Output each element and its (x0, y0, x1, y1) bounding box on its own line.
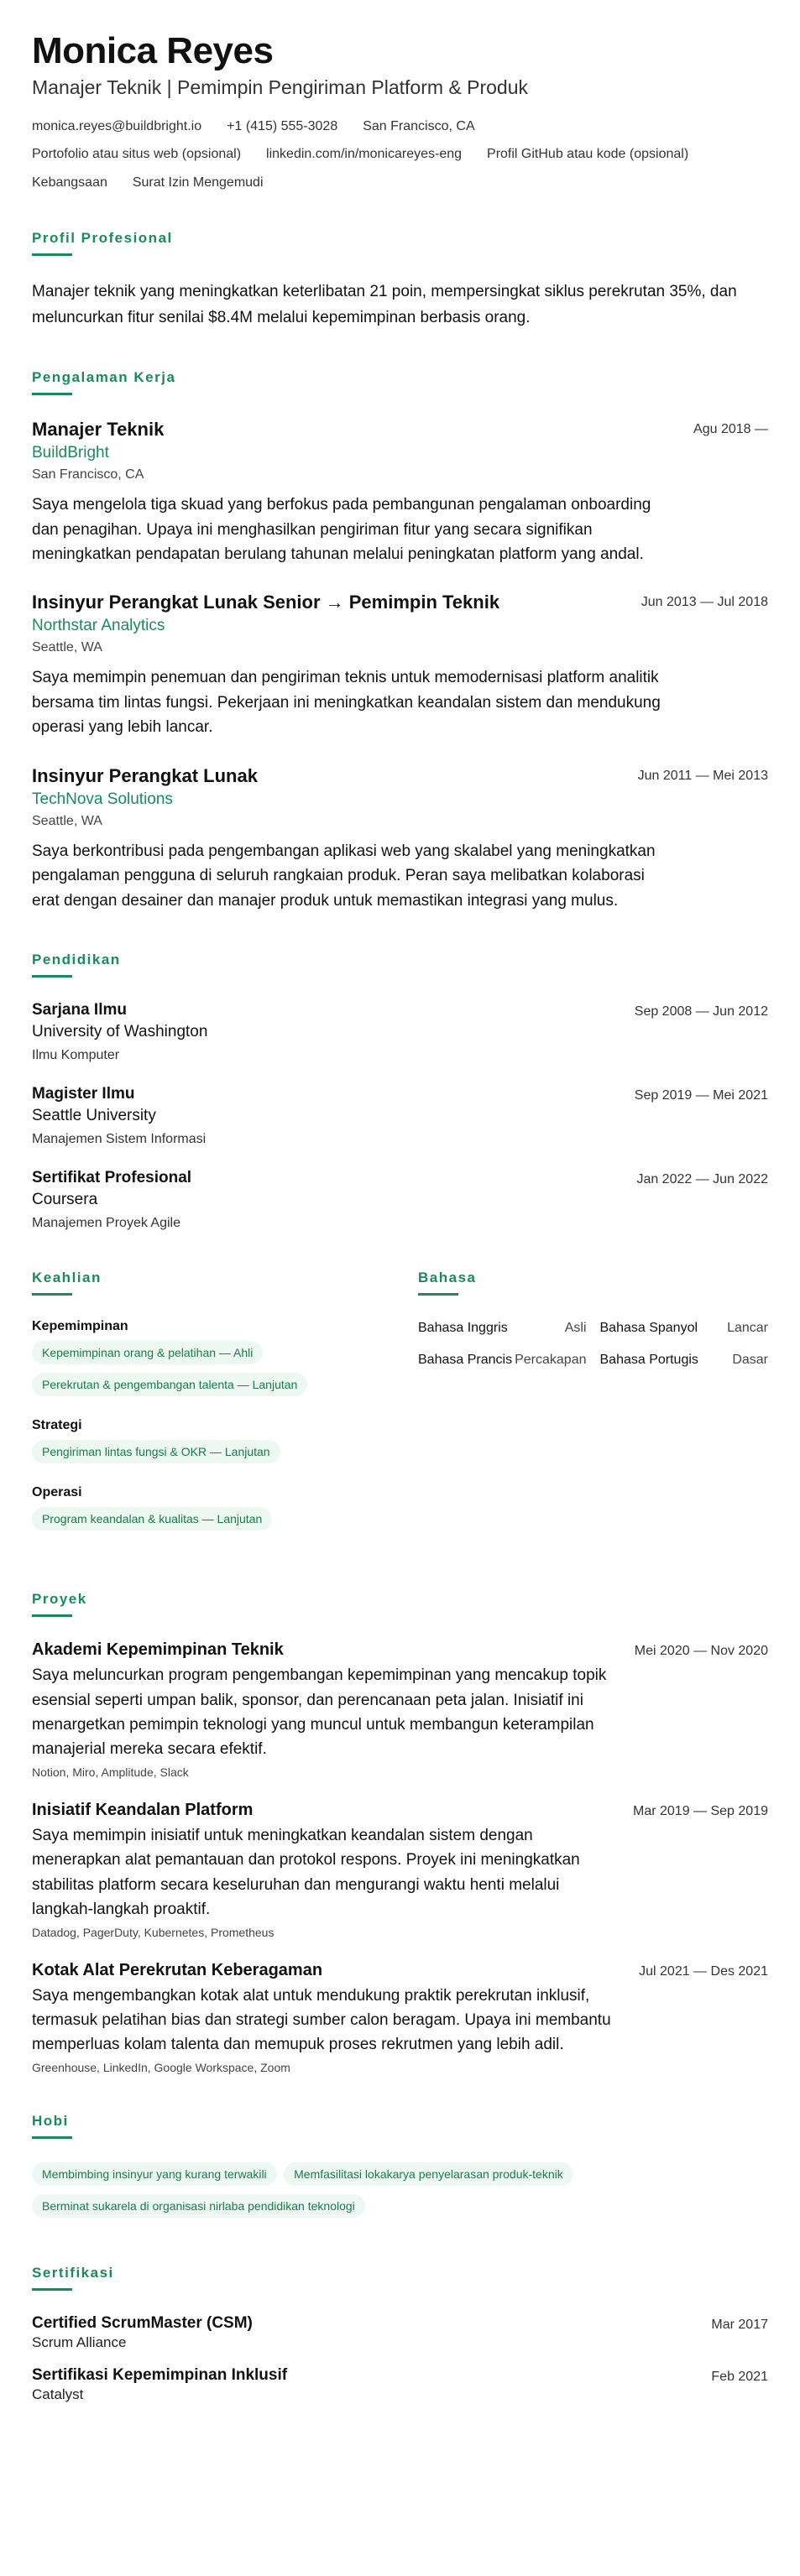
contact-row (32, 174, 768, 192)
section-divider (418, 1293, 458, 1296)
contact-row (32, 145, 768, 164)
language-item (600, 1319, 769, 1338)
experience-entry (32, 765, 768, 913)
contact-location: San Francisco, CA (363, 118, 475, 133)
certification-date: Feb 2021 (711, 2369, 768, 2384)
skill-group-name: Kepemimpinan (32, 1319, 128, 1334)
certifications-section (32, 2265, 768, 2403)
section-divider (32, 2288, 72, 2291)
language-name: Bahasa Prancis (418, 1352, 513, 1367)
hobbies-section (32, 2113, 768, 2226)
certification-title: Certified ScrumMaster (CSM) (32, 2313, 253, 2332)
education-entry (32, 1085, 768, 1147)
contact-phone[interactable]: +1 (415) 555-3028 (227, 118, 338, 133)
section-divider (32, 2136, 72, 2139)
language-level: Percakapan (515, 1352, 587, 1367)
project-title: Kotak Alat Perekrutan Keberagaman (32, 1960, 323, 1979)
education-entry (32, 1001, 768, 1063)
hobby-list (32, 2162, 768, 2226)
certification-entry (32, 2366, 768, 2403)
job-title: Manajer Teknik (32, 419, 165, 441)
section-divider (32, 975, 72, 978)
job-date: Agu 2018 — (693, 422, 768, 437)
certification-date: Mar 2017 (711, 2317, 768, 2332)
education-date: Sep 2008 — Jun 2012 (634, 1004, 768, 1019)
language-name: Bahasa Inggris (418, 1321, 508, 1336)
certification-issuer: Catalyst (32, 2386, 84, 2402)
project-entry (32, 1640, 768, 1779)
education-school: Seattle University (32, 1107, 156, 1125)
section-title: Hobi (32, 2112, 69, 2129)
skills-column (32, 1270, 384, 1552)
language-level: Lancar (727, 1321, 768, 1336)
education-date: Jan 2022 — Jun 2022 (636, 1172, 768, 1187)
skill-group (32, 1485, 384, 1539)
job-date: Jun 2011 — Mei 2013 (637, 768, 768, 783)
candidate-headline: Manajer Teknik | Pemimpin Pengiriman Platform & Produk (32, 76, 529, 98)
job-description: Saya memimpin penemuan dan pengiriman teknis untuk memodernisasi platform analitik bersama tim lintas fungsi. Pekerjaan ini meningkatkan keandalan sistem dan mendukung operasi yang lebih lancar. (32, 669, 661, 737)
job-location: Seattle, WA (32, 813, 102, 828)
education-field: Manajemen Sistem Informasi (32, 1132, 207, 1147)
hobby-pill: Membimbing insinyur yang kurang terwakili (32, 2162, 277, 2186)
education-degree: Sarjana Ilmu (32, 1001, 127, 1019)
job-location: San Francisco, CA (32, 467, 144, 482)
language-level: Dasar (732, 1352, 768, 1367)
language-item (600, 1351, 769, 1369)
project-description: Saya meluncurkan program pengembangan kepemimpinan yang mencakup topik esensial seperti umpan balik, sponsor, dan perencanaan peta jalan. Inisiatif ini menargetkan pemimpin teknologi yang muncul untuk membangun keterampilan manajerial mereka secara efektif. (32, 1666, 607, 1759)
summary-section (32, 230, 768, 331)
summary-text: Manajer teknik yang meningkatkan keterlibatan 21 poin, mempersingkat siklus perekrutan 35%, dan meluncurkan fitur senilai $8.4M melalui kepemimpinan berbasis orang. (32, 283, 737, 326)
education-degree: Magister Ilmu (32, 1085, 135, 1103)
job-description: Saya mengelola tiga skuad yang berfokus pada pembangunan pengalaman onboarding dan penagihan. Upaya ini menghasilkan pengiriman fitur yang secara signifikan meningkatkan pendapatan berulang tahunan melalui peningkatan platform yang andal. (32, 496, 651, 564)
education-entry (32, 1169, 768, 1231)
experience-entry (32, 592, 768, 739)
experience-entry (32, 419, 768, 566)
candidate-name: Monica Reyes (32, 30, 274, 71)
project-date: Jul 2021 — Des 2021 (639, 1963, 768, 1979)
hobby-pill: Berminat sukarela di organisasi nirlaba pendidikan teknologi (32, 2194, 365, 2218)
contact-email[interactable]: monica.reyes@buildbright.io (32, 118, 202, 133)
section-title: Pendidikan (32, 952, 121, 968)
section-title: Sertifikasi (32, 2264, 114, 2281)
language-name: Bahasa Spanyol (599, 1321, 698, 1336)
job-company: TechNova Solutions (32, 790, 173, 808)
skill-pill: Pengiriman lintas fungsi & OKR — Lanjutan (32, 1440, 280, 1463)
job-location: Seattle, WA (32, 640, 102, 655)
education-school: Coursera (32, 1191, 98, 1209)
education-degree: Sertifikat Profesional (32, 1169, 192, 1187)
contact-portfolio[interactable]: Portofolio atau situs web (opsional) (32, 147, 242, 162)
job-title: Insinyur Perangkat Lunak Senior → Pemimpin Teknik (32, 592, 500, 613)
project-entry (32, 1801, 768, 1939)
section-divider (32, 393, 72, 395)
project-description: Saya mengembangkan kotak alat untuk mendukung praktik perekrutan inklusif, termasuk pelatihan bias dan strategi sumber calon beragam. Upaya ini membantu memperluas kolam talenta dan memupuk proses rekrutmen yang lebih adil. (32, 1986, 611, 2054)
language-item (418, 1319, 587, 1338)
language-name: Bahasa Portugis (599, 1352, 698, 1367)
languages-column (418, 1270, 768, 1552)
contact-linkedin[interactable]: linkedin.com/in/monicareyes-eng (266, 147, 463, 162)
certification-issuer: Scrum Alliance (32, 2334, 127, 2350)
section-title: Keahlian (32, 1270, 102, 1286)
project-description: Saya memimpin inisiatif untuk meningkatkan keandalan sistem dengan menerapkan alat pemantauan dan protokol respons. Proyek ini meningkatkan stabilitas platform secara keseluruhan dan mengurangi waktu henti melalui langkah-langkah proaktif. (32, 1826, 580, 1919)
contact-github[interactable]: Profil GitHub atau kode (opsional) (487, 147, 689, 162)
projects-section (32, 1591, 768, 2074)
education-school: University of Washington (32, 1023, 208, 1041)
education-field: Manajemen Proyek Agile (32, 1216, 180, 1231)
job-company: BuildBright (32, 444, 109, 462)
section-title: Pengalaman Kerja (32, 369, 176, 386)
section-title: Profil Profesional (32, 230, 173, 247)
skills-languages-section (32, 1270, 768, 1552)
contact-driving-license: Surat Izin Mengemudi (132, 175, 264, 190)
certification-title: Sertifikasi Kepemimpinan Inklusif (32, 2365, 288, 2384)
project-tech: Datadog, PagerDuty, Kubernetes, Prometheus (32, 1925, 275, 1939)
skill-pill: Perekrutan & pengembangan talenta — Lanjutan (32, 1373, 307, 1396)
skill-group-name: Strategi (32, 1418, 82, 1433)
section-title: Proyek (32, 1591, 87, 1608)
education-field: Ilmu Komputer (32, 1048, 120, 1063)
contact-nationality: Kebangsaan (32, 175, 107, 190)
section-divider (32, 1614, 72, 1617)
contact-row (32, 117, 768, 136)
project-entry (32, 1961, 768, 2074)
contact-info (32, 117, 768, 192)
project-title: Inisiatif Keandalan Platform (32, 1800, 254, 1819)
education-section (32, 952, 768, 1231)
project-title: Akademi Kepemimpinan Teknik (32, 1640, 284, 1660)
language-list (418, 1319, 768, 1369)
project-tech: Notion, Miro, Amplitude, Slack (32, 1765, 189, 1779)
section-title: Bahasa (418, 1270, 477, 1286)
skill-pill: Program keandalan & kualitas — Lanjutan (32, 1507, 272, 1530)
language-item (418, 1351, 587, 1369)
experience-section (32, 369, 768, 913)
section-divider (32, 1293, 72, 1296)
skill-group-name: Operasi (32, 1485, 82, 1500)
skill-group (32, 1319, 384, 1405)
section-divider (32, 253, 72, 256)
job-title: Insinyur Perangkat Lunak (32, 764, 258, 786)
skill-group (32, 1418, 384, 1472)
certification-entry (32, 2314, 768, 2351)
project-date: Mei 2020 — Nov 2020 (634, 1644, 768, 1659)
project-date: Mar 2019 — Sep 2019 (633, 1803, 768, 1818)
hobby-pill: Memfasilitasi lokakarya penyelarasan produk-teknik (284, 2162, 573, 2186)
project-tech: Greenhouse, LinkedIn, Google Workspace, Zoom (32, 2060, 290, 2074)
language-level: Asli (564, 1321, 587, 1336)
skill-pill: Kepemimpinan orang & pelatihan — Ahli (32, 1341, 263, 1364)
job-company: Northstar Analytics (32, 617, 165, 635)
education-date: Sep 2019 — Mei 2021 (634, 1088, 768, 1103)
job-date: Jun 2013 — Jul 2018 (641, 595, 768, 610)
job-description: Saya berkontribusi pada pengembangan aplikasi web yang skalabel yang meningkatkan pengalaman pengguna di seluruh rangkaian produk. Peran saya melibatkan kolaborasi erat dengan desainer dan manajer produk untuk memastikan integrasi yang mulus. (32, 842, 656, 910)
